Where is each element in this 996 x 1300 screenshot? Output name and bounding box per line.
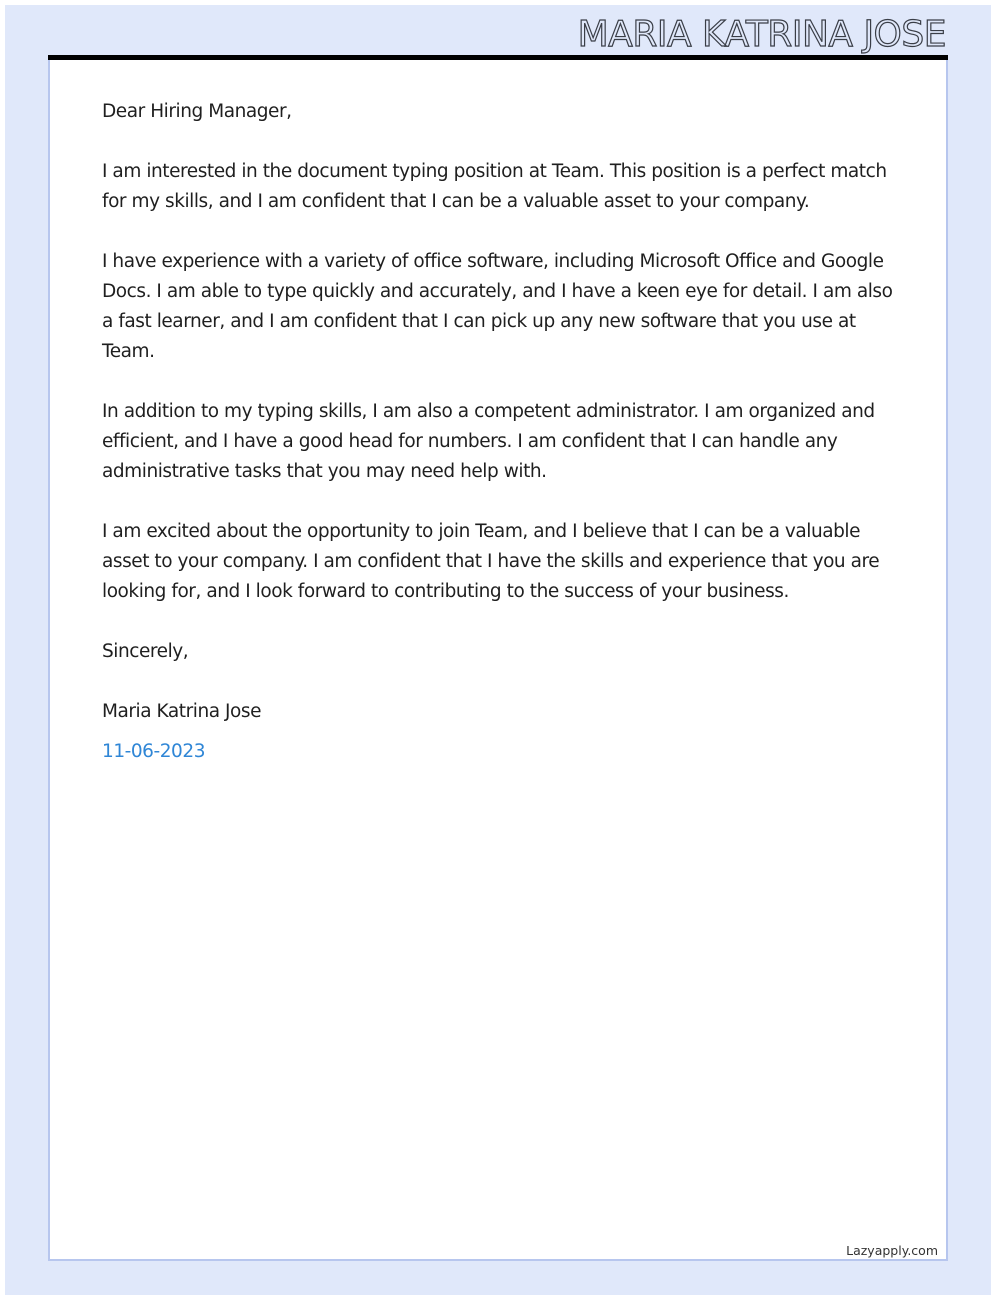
letter-paragraph: I have experience with a variety of office software, including Microsoft Office and Google Docs. I am able to type quickly and accurately, and I have a keen eye for detail. I am also a fast learner, and I am confident that I can pick up any new software that you use at Team. [102,251,893,362]
footer-brand-label: Lazyapply.com [846,1243,938,1258]
letter-body [102,97,902,767]
letter-paragraph: In addition to my typing skills, I am also a competent administrator. I am organized and efficient, and I have a good head for numbers. I am confident that I can handle any administrative tasks that you may need help with. [102,401,875,482]
letter-signature: Maria Katrina Jose [102,701,262,722]
letter-date: 11-06-2023 [102,741,206,762]
applicant-name-header: MARIA KATRINA JOSE [577,14,946,55]
cover-letter-page [48,60,948,1261]
letter-paragraph: I am interested in the document typing position at Team. This position is a perfect match for my skills, and I am confident that I can be a valuable asset to your company. [102,161,887,212]
letter-salutation: Dear Hiring Manager, [102,101,292,122]
letter-paragraph: I am excited about the opportunity to join Team, and I believe that I can be a valuable asset to your company. I am confident that I have the skills and experience that you are looking for, and I look forward to contributing to the success of your business. [102,521,880,602]
letter-closing: Sincerely, [102,641,189,662]
